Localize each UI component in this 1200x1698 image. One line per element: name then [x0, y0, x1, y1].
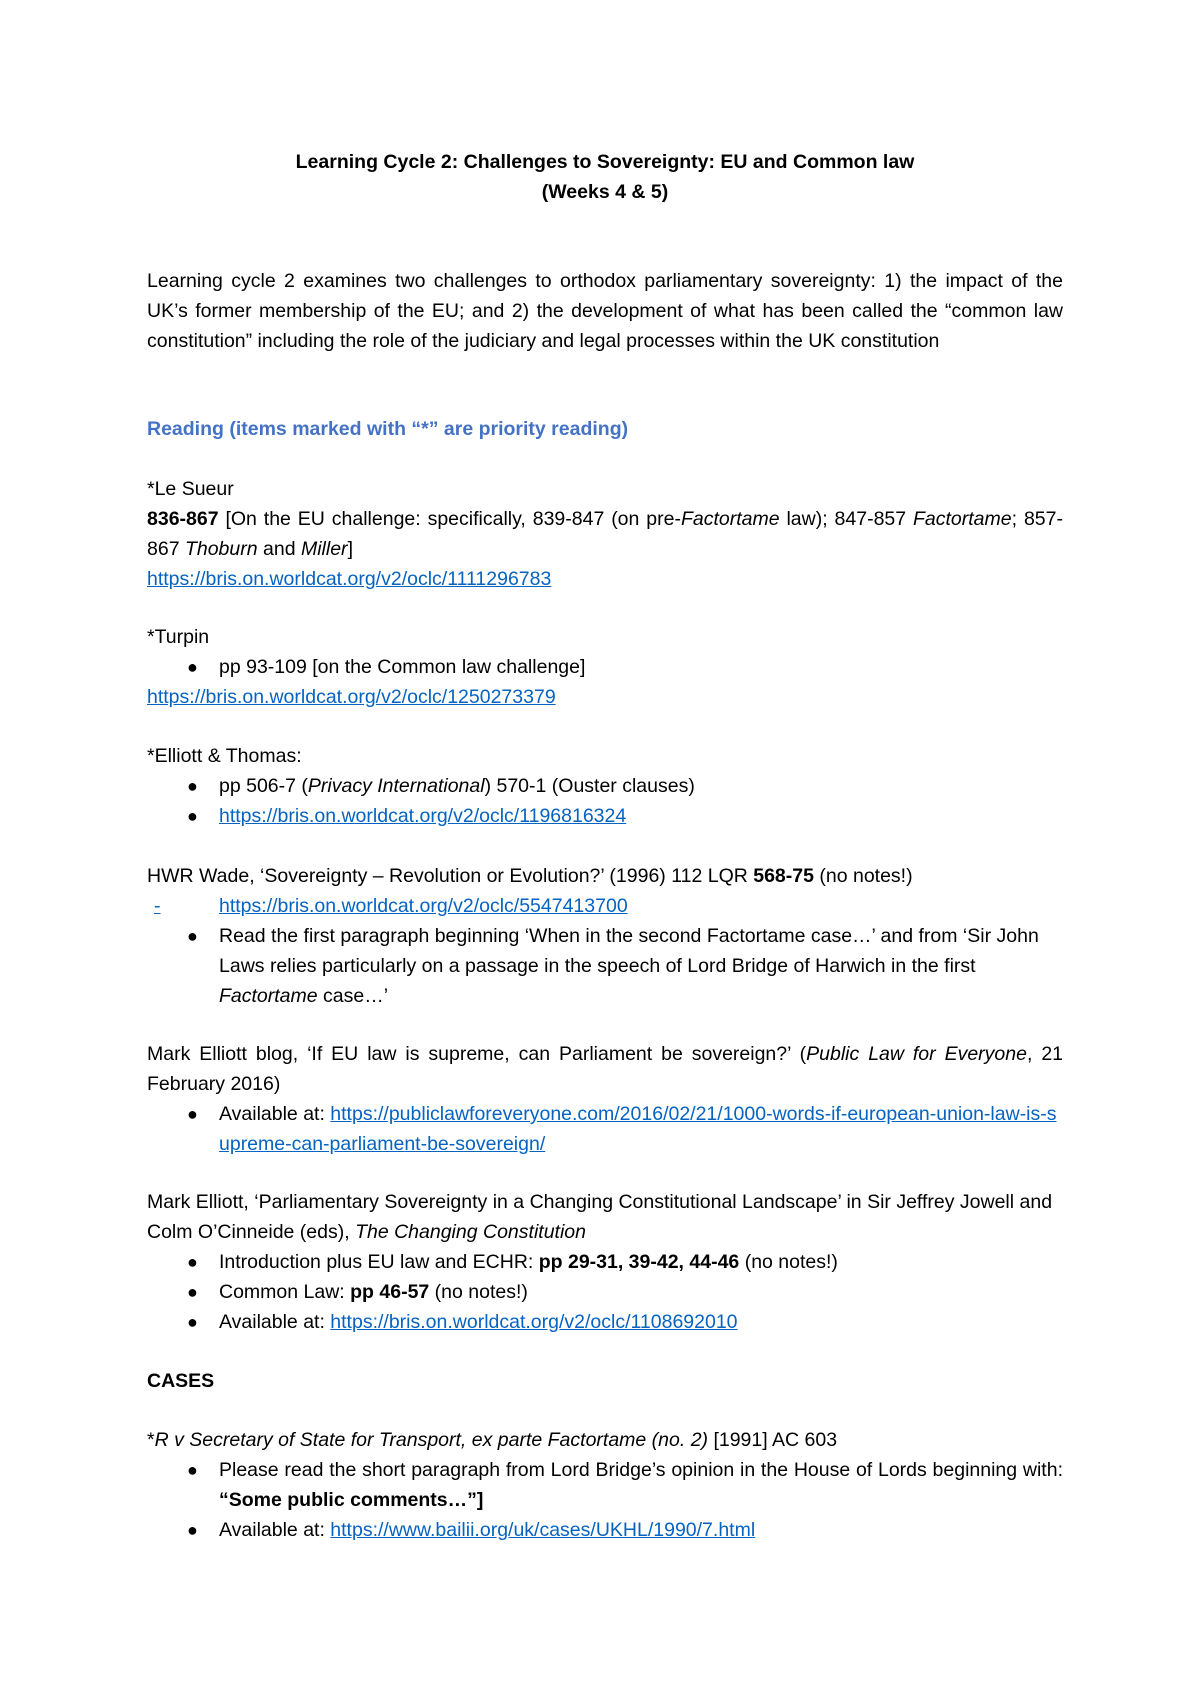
le-sueur-text: [On the EU challenge: specifically, 839-847 (on pre-	[218, 508, 681, 530]
wade-link-line	[147, 891, 1063, 921]
title-block	[147, 147, 1063, 207]
le-sueur-text: ; 857-867	[147, 508, 1063, 560]
page-title: Learning Cycle 2: Challenges to Sovereignty: EU and Common law	[295, 151, 915, 173]
intro-paragraph	[147, 266, 1063, 356]
list-item	[147, 1307, 1063, 1337]
bullet-text: (no notes!)	[739, 1251, 838, 1273]
bullet-text-bold: “Some public comments…”]	[219, 1489, 484, 1511]
list-item	[147, 1247, 1063, 1277]
blog-text: , 21 February 2016)	[147, 1043, 1064, 1095]
list-item	[147, 1277, 1063, 1307]
author-le-sueur: *Le Sueur	[147, 478, 234, 500]
turpin-bullets	[147, 652, 1063, 682]
entry-le-sueur	[147, 474, 1063, 594]
bullet-text-bold: pp 29-31, 39-42, 44-46	[538, 1251, 740, 1273]
bullet-text-italic: Privacy International	[307, 775, 485, 797]
le-sueur-case: Miller	[300, 538, 348, 560]
wade-pages: 568-75	[753, 865, 814, 887]
bullet-text: pp 506-7 (	[219, 775, 308, 797]
le-sueur-case: Factortame	[913, 508, 1012, 530]
bullet-icon: ●	[187, 1312, 198, 1332]
bullet-text: case…’	[317, 985, 389, 1007]
le-sueur-text: and	[257, 538, 301, 560]
list-item	[147, 1515, 1063, 1545]
wade-bullets	[147, 921, 1063, 1011]
entry-wade	[147, 861, 1063, 1011]
list-item	[147, 921, 1063, 1011]
entry-factortame	[147, 1425, 1063, 1545]
le-sueur-detail	[147, 504, 1063, 564]
factortame-link[interactable]: https://www.bailii.org/uk/cases/UKHL/1990/7.html	[330, 1519, 756, 1541]
elliott-thomas-bullets	[147, 771, 1063, 831]
wade-citation	[147, 861, 1063, 891]
bullet-icon: ●	[187, 1282, 198, 1302]
le-sueur-case: Factortame	[680, 508, 780, 530]
author-elliott-thomas: *Elliott & Thomas:	[147, 745, 302, 767]
list-item	[147, 1099, 1063, 1159]
case-citation: [1991] AC 603	[708, 1429, 838, 1451]
turpin-link[interactable]: https://bris.on.worldcat.org/v2/oclc/1250273379	[147, 686, 556, 708]
le-sueur-case: Thoburn	[184, 538, 258, 560]
bullet-text: Read the first paragraph beginning ‘When in the second Factortame case…’ and from ‘Sir John Laws relies particularly on a passage in the speech of Lord Bridge of Harwich in the first	[219, 925, 1039, 977]
list-item	[147, 771, 1063, 801]
changing-text: Mark Elliott, ‘Parliamentary Sovereignty in a Changing Constitutional Landscape’ in Sir Jeffrey Jowell and Colm O’Cinneide (eds),	[147, 1191, 1053, 1243]
case-name: R v Secretary of State for Transport, ex parte Factortame (no. 2)	[154, 1429, 709, 1451]
available-label: Available at:	[219, 1519, 331, 1541]
bullet-icon: ●	[187, 1520, 198, 1540]
dash-marker: -	[154, 895, 161, 917]
blog-bullets	[147, 1099, 1063, 1159]
cases-heading: CASES	[147, 1370, 215, 1392]
entry-elliott-thomas	[147, 741, 1063, 831]
bullet-text: (no notes!)	[429, 1281, 528, 1303]
entry-changing-constitution	[147, 1187, 1063, 1337]
bullet-icon: ●	[187, 1104, 198, 1124]
bullet-icon: ●	[187, 776, 198, 796]
factortame-citation	[147, 1425, 1063, 1455]
bullet-text: Introduction plus EU law and ECHR:	[219, 1251, 539, 1273]
bullet-icon: ●	[187, 806, 198, 826]
author-turpin: *Turpin	[147, 626, 210, 648]
available-label: Available at:	[219, 1103, 331, 1125]
wade-link[interactable]: https://bris.on.worldcat.org/v2/oclc/5547413700	[219, 895, 628, 917]
blog-citation	[147, 1039, 1063, 1099]
page-subtitle: (Weeks 4 & 5)	[541, 181, 669, 203]
changing-citation	[147, 1187, 1063, 1247]
reading-heading-block	[147, 414, 1063, 444]
bullet-icon: ●	[187, 926, 198, 946]
intro-text: Learning cycle 2 examines two challenges to orthodox parliamentary sovereignty: 1) the impact of the UK’s former membership of the EU; and 2) the development of what has been called the “common law constitution” including the role of the judiciary and legal processes within the UK constitution	[147, 270, 1063, 352]
bullet-text-bold: pp 46-57	[350, 1281, 430, 1303]
list-item	[147, 652, 1063, 682]
changing-link[interactable]: https://bris.on.worldcat.org/v2/oclc/1108692010	[330, 1311, 738, 1333]
le-sueur-text: law); 847-857	[779, 508, 913, 530]
bullet-icon: ●	[187, 1460, 198, 1480]
list-item	[147, 1455, 1063, 1515]
elliott-thomas-link[interactable]: https://bris.on.worldcat.org/v2/oclc/1196816324	[219, 805, 627, 827]
le-sueur-pages: 836-867	[147, 508, 219, 530]
le-sueur-link[interactable]: https://bris.on.worldcat.org/v2/oclc/1111296783	[147, 568, 552, 590]
le-sueur-text: ]	[347, 538, 353, 560]
cases-heading-block	[147, 1366, 1063, 1396]
bullet-text: ) 570-1 (Ouster clauses)	[484, 775, 695, 797]
wade-text: (no notes!)	[813, 865, 913, 887]
entry-blog	[147, 1039, 1063, 1159]
factortame-bullets	[147, 1455, 1063, 1545]
bullet-icon: ●	[187, 657, 198, 677]
blog-link[interactable]: https://publiclawforeveryone.com/2016/02/21/1000-words-if-european-union-law-is-supreme-can-parliament-be-sovereign/	[219, 1103, 1057, 1155]
bullet-text-italic: Factortame	[219, 985, 318, 1007]
changing-italic: The Changing Constitution	[355, 1221, 586, 1243]
turpin-bullet-text: pp 93-109 [on the Common law challenge]	[219, 656, 586, 678]
available-label: Available at:	[219, 1311, 331, 1333]
wade-text: HWR Wade, ‘Sovereignty – Revolution or Evolution?’ (1996) 112 LQR	[147, 865, 754, 887]
bullet-text: Please read the short paragraph from Lord Bridge’s opinion in the House of Lords beginning with:	[219, 1459, 1063, 1481]
list-item	[147, 801, 1063, 831]
blog-text: Mark Elliott blog, ‘If EU law is supreme, can Parliament be sovereign?’ (	[147, 1043, 807, 1065]
reading-heading: Reading (items marked with “*” are priority reading)	[147, 418, 629, 440]
changing-bullets	[147, 1247, 1063, 1337]
priority-mark: *	[147, 1429, 155, 1451]
entry-turpin	[147, 622, 1063, 712]
bullet-icon: ●	[187, 1252, 198, 1272]
blog-italic: Public Law for Everyone	[806, 1043, 1027, 1065]
bullet-text: Common Law:	[219, 1281, 351, 1303]
